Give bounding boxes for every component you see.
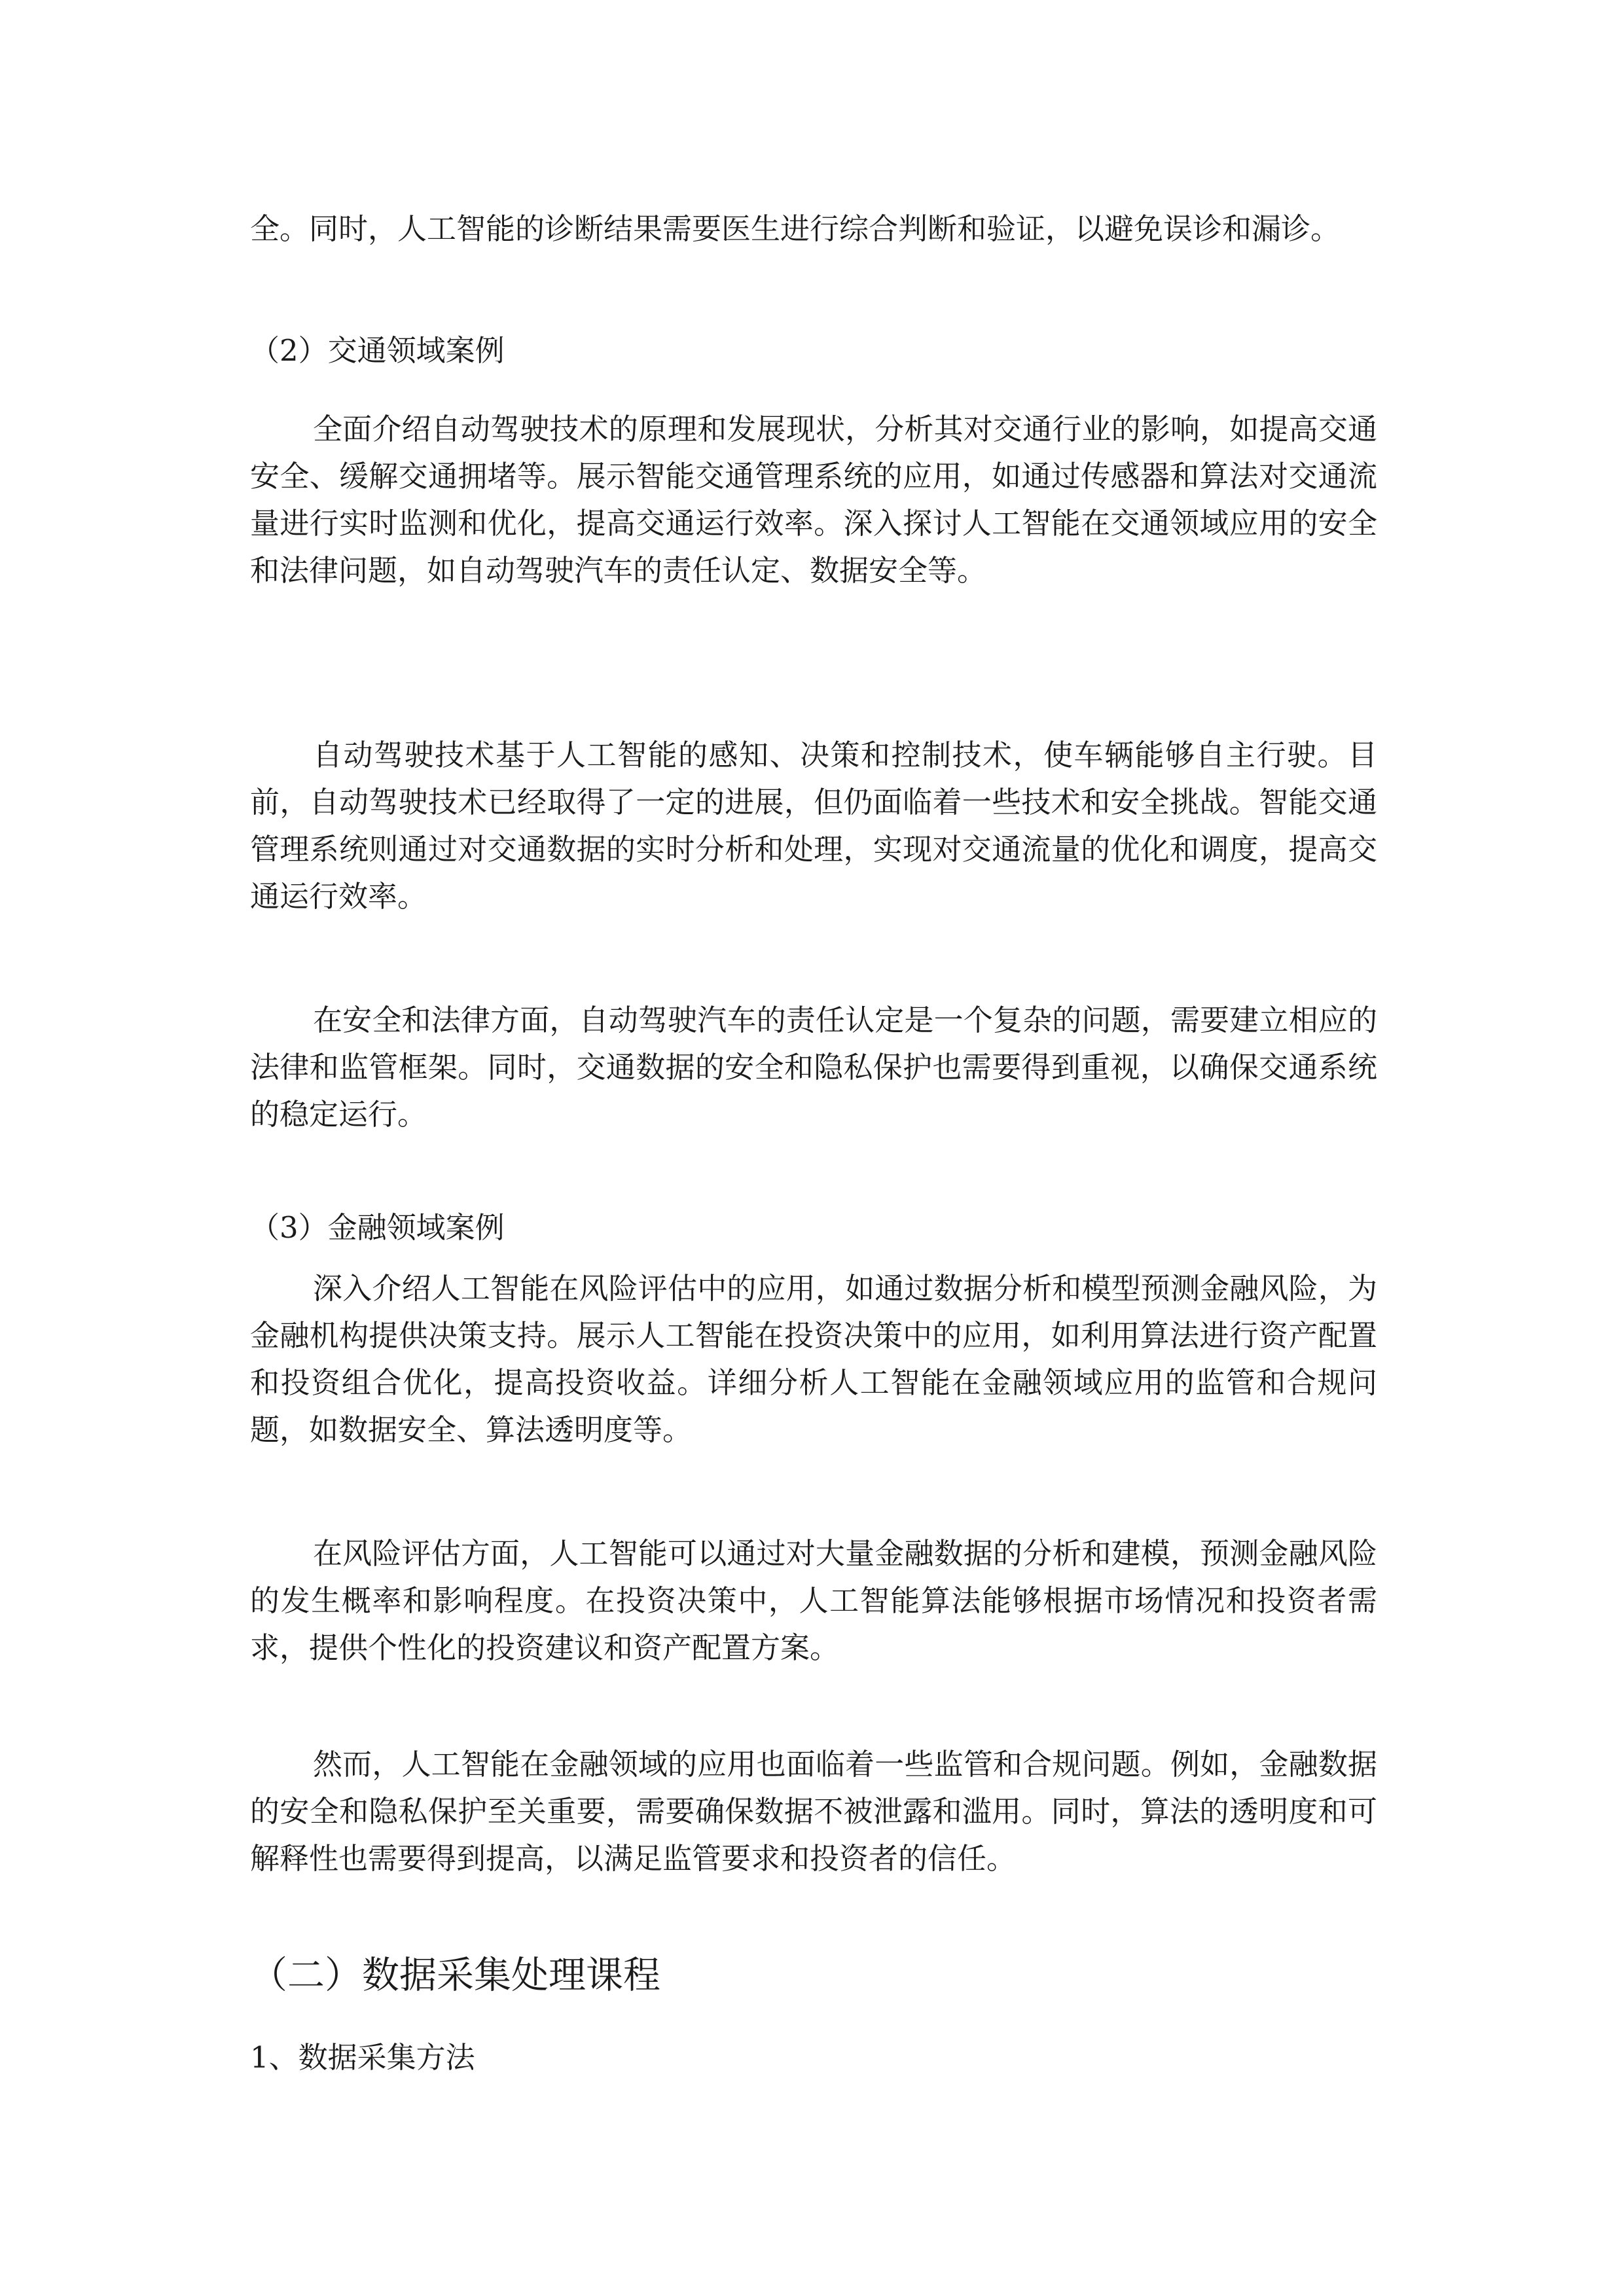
subheading-traffic-case: （2）交通领域案例: [250, 333, 505, 368]
paragraph-finance-risk: 在风险评估方面，人工智能可以通过对大量金融数据的分析和建模，预测金融风险的发生概率和影响程度。在投资决策中，人工智能算法能够根据市场情况和投资者需求，提供个性化的投资建议和资产配置方案。: [250, 1536, 1377, 1665]
paragraph-traffic-legal: 在安全和法律方面，自动驾驶汽车的责任认定是一个复杂的问题，需要建立相应的法律和监管框架。同时，交通数据的安全和隐私保护也需要得到重视，以确保交通系统的稳定运行。: [250, 1003, 1377, 1132]
paragraph-traffic-intro: 全面介绍自动驾驶技术的原理和发展现状，分析其对交通行业的影响，如提高交通安全、缓解交通拥堵等。展示智能交通管理系统的应用，如通过传感器和算法对交通流量进行实时监测和优化，提高交通运行效率。深入探讨人工智能在交通领域应用的安全和法律问题，如自动驾驶汽车的责任认定、数据安全等。: [250, 412, 1377, 588]
paragraph-finance-regulation: 然而，人工智能在金融领域的应用也面临着一些监管和合规问题。例如，金融数据的安全和隐私保护至关重要，需要确保数据不被泄露和滥用。同时，算法的透明度和可解释性也需要得到提高，以满足监管要求和投资者的信任。: [250, 1747, 1377, 1876]
subheading-finance-case: （3）金融领域案例: [250, 1210, 505, 1245]
paragraph-finance-intro: 深入介绍人工智能在风险评估中的应用，如通过数据分析和模型预测金融风险，为金融机构提供决策支持。展示人工智能在投资决策中的应用，如利用算法进行资产配置和投资组合优化，提高投资收益。详细分析人工智能在金融领域应用的监管和合规问题，如数据安全、算法透明度等。: [250, 1271, 1377, 1447]
paragraph-traffic-autonomous: 自动驾驶技术基于人工智能的感知、决策和控制技术，使车辆能够自主行驶。目前，自动驾驶技术已经取得了一定的进展，但仍面临着一些技术和安全挑战。智能交通管理系统则通过对交通数据的实时分析和处理，实现对交通流量的优化和调度，提高交通运行效率。: [250, 738, 1377, 914]
section-heading-data-course: （二）数据采集处理课程: [250, 1954, 660, 1997]
subheading-data-collection-methods: 1、数据采集方法: [250, 2040, 475, 2075]
paragraph-medical-continuation: 全。同时，人工智能的诊断结果需要医生进行综合判断和验证，以避免误诊和漏诊。: [250, 211, 1341, 246]
